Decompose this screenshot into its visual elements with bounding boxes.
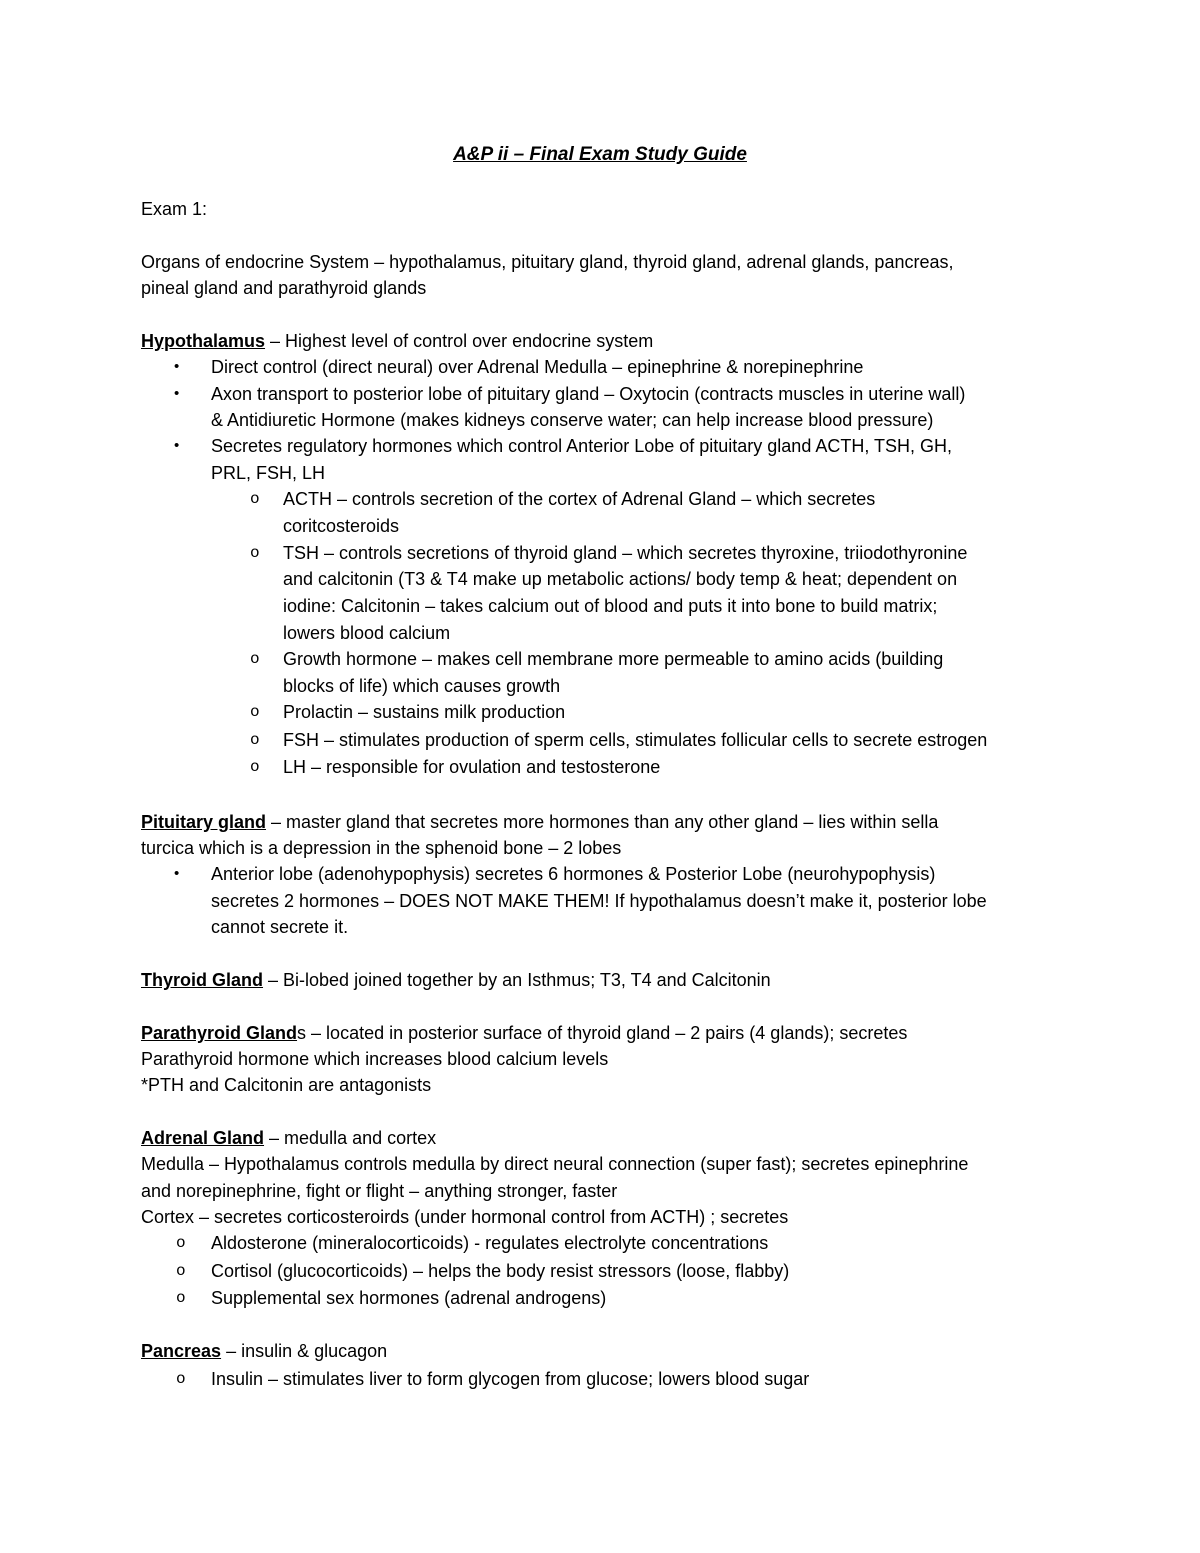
sub-bullet-icon: o	[250, 650, 260, 668]
acth-line-2: coritcosteroids	[283, 516, 400, 536]
pituitary-intro: – master gland that secretes more hormones than any other gland – lies within sella	[266, 812, 939, 832]
adrenal-medulla-line-2: and norepinephrine, fight or flight – anything stronger, faster	[141, 1181, 618, 1201]
sub-bullet-icon: o	[250, 758, 260, 776]
adrenal-medulla-line-1: Medulla – Hypothalamus controls medulla by direct neural connection (super fast); secretes epinephrine	[141, 1154, 969, 1174]
sub-bullet-icon: o	[250, 731, 260, 749]
tsh-line-3: iodine: Calcitonin – takes calcium out of blood and puts it into bone to build matrix;	[283, 596, 938, 616]
sub-bullet-icon: o	[176, 1262, 186, 1280]
pituitary-bullet-1c: cannot secrete it.	[211, 917, 349, 937]
sub-bullet-icon: o	[250, 544, 260, 562]
organs-line-1: Organs of endocrine System – hypothalamus, pituitary gland, thyroid gland, adrenal glands, pancreas,	[141, 252, 954, 272]
pituitary-bullet-1a: Anterior lobe (adenohypophysis) secretes 6 hormones & Posterior Lobe (neurohypophysis)	[211, 864, 936, 884]
gh-line-2: blocks of life) which causes growth	[283, 676, 561, 696]
page-title: A&P ii – Final Exam Study Guide	[453, 144, 747, 165]
hypothalamus-bullet-1: Direct control (direct neural) over Adrenal Medulla – epinephrine & norepinephrine	[211, 357, 864, 377]
thyroid-intro: – Bi-lobed joined together by an Isthmus; T3, T4 and Calcitonin	[263, 970, 771, 990]
pituitary-heading: Pituitary gland	[141, 812, 267, 832]
cortisol-line: Cortisol (glucocorticoids) – helps the body resist stressors (loose, flabby)	[211, 1261, 790, 1281]
bullet-icon: •	[174, 437, 180, 454]
parathyroid-heading: Parathyroid Gland	[141, 1023, 298, 1043]
adrenal-cortex-line: Cortex – secretes corticosteroirds (under hormonal control from ACTH) ; secretes	[141, 1207, 789, 1227]
hypothalamus-bullet-3a: Secretes regulatory hormones which control Anterior Lobe of pituitary gland ACTH, TSH, GH,	[211, 436, 953, 456]
pancreas-intro: – insulin & glucagon	[221, 1341, 388, 1361]
adrenal-intro: – medulla and cortex	[264, 1128, 437, 1148]
hypothalamus-intro: – Highest level of control over endocrine system	[265, 331, 654, 351]
sub-bullet-icon: o	[176, 1289, 186, 1307]
thyroid-line	[141, 968, 771, 992]
lh-line: LH – responsible for ovulation and testosterone	[283, 757, 661, 777]
pancreas-intro-line	[141, 1339, 387, 1363]
gh-line-1: Growth hormone – makes cell membrane more permeable to amino acids (building	[283, 649, 944, 669]
sub-bullet-icon: o	[250, 703, 260, 721]
prolactin-line: Prolactin – sustains milk production	[283, 702, 566, 722]
adrenal-intro-line	[141, 1126, 436, 1150]
bullet-icon: •	[174, 385, 180, 402]
pituitary-bullet-1b: secretes 2 hormones – DOES NOT MAKE THEM! If hypothalamus doesn’t make it, posterior lobe	[211, 891, 987, 911]
hypothalamus-bullet-3b: PRL, FSH, LH	[211, 463, 326, 483]
insulin-line: Insulin – stimulates liver to form glycogen from glucose; lowers blood sugar	[211, 1369, 810, 1389]
pituitary-line-2: turcica which is a depression in the sphenoid bone – 2 lobes	[141, 838, 622, 858]
parathyroid-line-2: Parathyroid hormone which increases blood calcium levels	[141, 1049, 609, 1069]
tsh-line-1: TSH – controls secretions of thyroid gland – which secretes thyroxine, triiodothyronine	[283, 543, 968, 563]
organs-line-2: pineal gland and parathyroid glands	[141, 278, 427, 298]
parathyroid-intro: s – located in posterior surface of thyroid gland – 2 pairs (4 glands); secretes	[297, 1023, 908, 1043]
hypothalamus-bullet-2b: & Antidiuretic Hormone (makes kidneys conserve water; can help increase blood pressure)	[211, 410, 934, 430]
sub-bullet-icon: o	[250, 490, 260, 508]
adrenal-heading: Adrenal Gland	[141, 1128, 265, 1148]
parathyroid-intro-line	[141, 1021, 907, 1045]
parathyroid-line-3: *PTH and Calcitonin are antagonists	[141, 1075, 432, 1095]
tsh-line-4: lowers blood calcium	[283, 623, 451, 643]
acth-line-1: ACTH – controls secretion of the cortex of Adrenal Gland – which secretes	[283, 489, 876, 509]
aldosterone-line: Aldosterone (mineralocorticoids) - regulates electrolyte concentrations	[211, 1233, 769, 1253]
pancreas-heading: Pancreas	[141, 1341, 222, 1361]
thyroid-heading: Thyroid Gland	[141, 970, 264, 990]
pituitary-intro-line	[141, 810, 938, 834]
exam-label: Exam 1:	[141, 199, 208, 219]
hypothalamus-bullet-2a: Axon transport to posterior lobe of pituitary gland – Oxytocin (contracts muscles in uterine wall)	[211, 384, 966, 404]
hypothalamus-intro-line	[141, 329, 653, 353]
sub-bullet-icon: o	[176, 1370, 186, 1388]
sub-bullet-icon: o	[176, 1234, 186, 1252]
tsh-line-2: and calcitonin (T3 & T4 make up metabolic actions/ body temp & heat; dependent on	[283, 569, 958, 589]
bullet-icon: •	[174, 358, 180, 375]
bullet-icon: •	[174, 865, 180, 882]
hypothalamus-heading: Hypothalamus	[141, 331, 266, 351]
sex-hormones-line: Supplemental sex hormones (adrenal androgens)	[211, 1288, 607, 1308]
fsh-line: FSH – stimulates production of sperm cells, stimulates follicular cells to secrete estrogen	[283, 730, 988, 750]
